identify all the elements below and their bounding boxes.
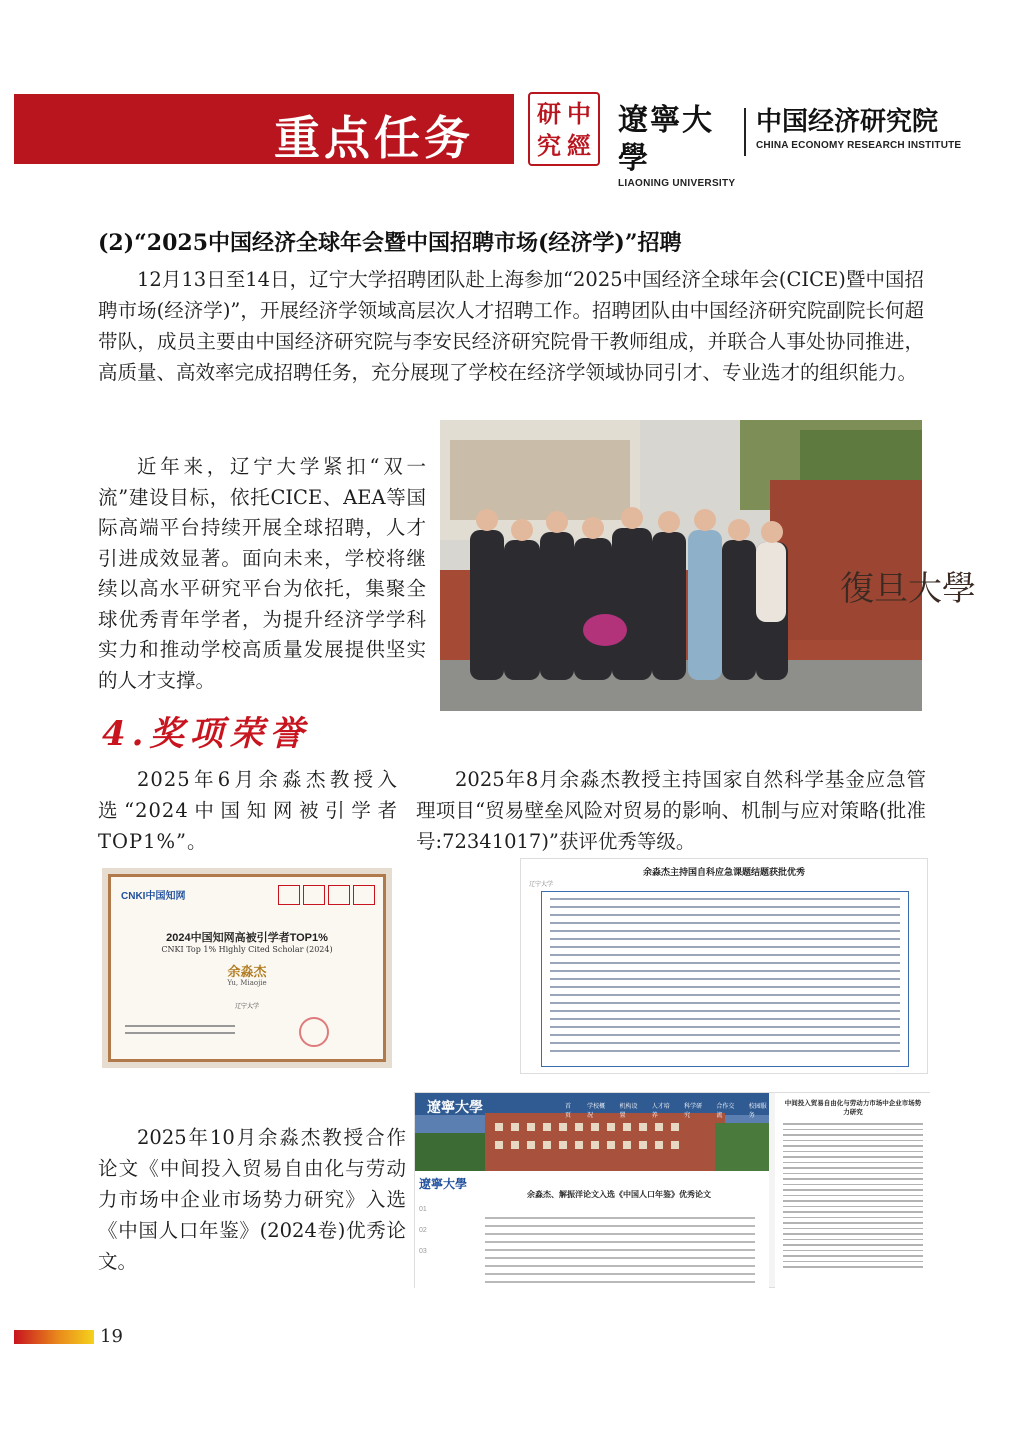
sidebar-item: 03 [419, 1248, 427, 1255]
nav-item: 首页 [565, 1104, 572, 1119]
website-capture [415, 1093, 769, 1289]
institute-logo [756, 102, 961, 151]
paper-page-capture [775, 1093, 931, 1289]
seal-char: 經 [567, 131, 591, 160]
award-item-3: 2025年10月余淼杰教授合作论文《中间投入贸易自由化与劳动力市场中企业市场势力研究》入选《中国人口年鉴》(2024卷)优秀论文。 [98, 1126, 406, 1273]
nav-item: 人才培养 [651, 1104, 670, 1119]
sidebar-item: 01 [419, 1206, 427, 1213]
paper-title: 中间投入贸易自由化与劳动力市场中企业市场势力研究 [784, 1099, 922, 1116]
photo-sign-text: 復旦大學 [840, 569, 976, 609]
certificate-title: 2024中国知网高被引学者TOP1% [166, 932, 328, 944]
badge-icon [353, 885, 375, 905]
cnki-logo: CNKI中国知网 [121, 891, 186, 902]
news-text-lines [550, 898, 900, 1058]
website-nav [565, 1101, 769, 1119]
institute-name-en: CHINA ECONOMY RESEARCH INSTITUTE [756, 140, 962, 151]
badge-icon [278, 885, 300, 905]
website-sidebar [419, 1175, 471, 1255]
university-logo [618, 102, 738, 189]
badge-icon [303, 885, 325, 905]
certificate-frame [108, 874, 386, 1062]
university-name-en: LIAONING UNIVERSITY [618, 178, 736, 189]
nav-item: 学校概况 [587, 1104, 606, 1119]
footer-accent-bar [14, 1330, 94, 1344]
group-photo [440, 420, 976, 711]
news-screenshot [520, 858, 928, 1074]
institute-name-cn: 中国经济研究院 [756, 106, 939, 136]
website-logo: 遼寧大學 [427, 1100, 483, 1116]
nav-item: 校园服务 [748, 1104, 767, 1119]
certificate-subtitle: CNKI Top 1% Highly Cited Scholar (2024) [161, 945, 333, 954]
news-meta: 辽宁大学 [529, 882, 554, 888]
certificate-fine-print [125, 1025, 235, 1039]
website-headline: 余淼杰、解振洋论文入选《中国人口年鉴》优秀论文 [527, 1190, 711, 1199]
university-name-cn: 遼寧大學 [618, 103, 714, 176]
awards-heading: 4.奖项荣誉 [102, 714, 310, 754]
award-item-1: 2025年6月余淼杰教授入选“2024中国知网被引学者TOP1%”。 [98, 768, 398, 853]
badge-icon [328, 885, 350, 905]
certificate-university: 辽宁大学 [234, 1004, 259, 1010]
seal-stamp-icon [299, 1017, 329, 1047]
seal-char: 中 [567, 99, 591, 128]
sidebar-item: 02 [419, 1227, 427, 1234]
page-number: 19 [100, 1326, 123, 1347]
page-header [0, 90, 1020, 189]
award-item-2: 2025年8月余淼杰教授主持国家自然科学基金应急管理项目“贸易壁垒风险对贸易的影响、机制与应对策略(批准号:72341017)”获评优秀等级。 [416, 768, 926, 853]
paper-screenshot [414, 1092, 930, 1288]
certificate-recipient-en: Yu, Miaojie [227, 979, 267, 987]
sidebar-logo: 遼寧大學 [419, 1177, 468, 1191]
website-text-lines [485, 1217, 755, 1289]
certificate-badges [278, 885, 375, 905]
certificate-image [102, 868, 392, 1068]
website-banner [415, 1093, 769, 1171]
certificate-recipient: 余淼杰 [227, 964, 267, 979]
news-body [541, 891, 909, 1067]
group-photo-illustration [440, 420, 976, 711]
seal-char: 研 [537, 99, 561, 128]
paper-text-lines [783, 1123, 923, 1268]
recruitment-subheading: (2)“2025中国经济全球年会暨中国招聘市场(经济学)”招聘 [98, 230, 682, 256]
section-title: 重点任务 [274, 111, 474, 165]
seal-char: 究 [537, 131, 561, 160]
talent-paragraph: 近年来，辽宁大学紧扣“双一流”建设目标，依托CICE、AEA等国际高端平台持续开展全球招聘，人才引进成效显著。面向未来，学校将继续以高水平研究平台为依托，集聚全球优秀青年学者，为提升经济学学科实力和推动学校高质量发展提供坚实的人才支撑。 [98, 455, 426, 692]
recruitment-paragraph: 12月13日至14日，辽宁大学招聘团队赴上海参加“2025中国经济全球年会(CICE)暨中国招聘市场(经济学)”，开展经济学领域高层次人才招聘工作。招聘团队由中国经济研究院副院长何超带队，成员主要由中国经济研究院与李安民经济研究院骨干教师组成，并联合人事处协同推进，高质量、高效率完成招聘任务，充分展现了学校在经济学领域协同引才、专业选才的组织能力。 [98, 268, 924, 384]
section-banner [14, 94, 514, 164]
institute-seal [528, 92, 600, 166]
news-title: 余淼杰主持国自科应急课题结题获批优秀 [642, 867, 805, 877]
nav-item: 机构设置 [619, 1104, 638, 1119]
nav-item: 科学研究 [684, 1104, 703, 1119]
nav-item: 合作交流 [716, 1104, 735, 1119]
header-divider [744, 108, 746, 156]
